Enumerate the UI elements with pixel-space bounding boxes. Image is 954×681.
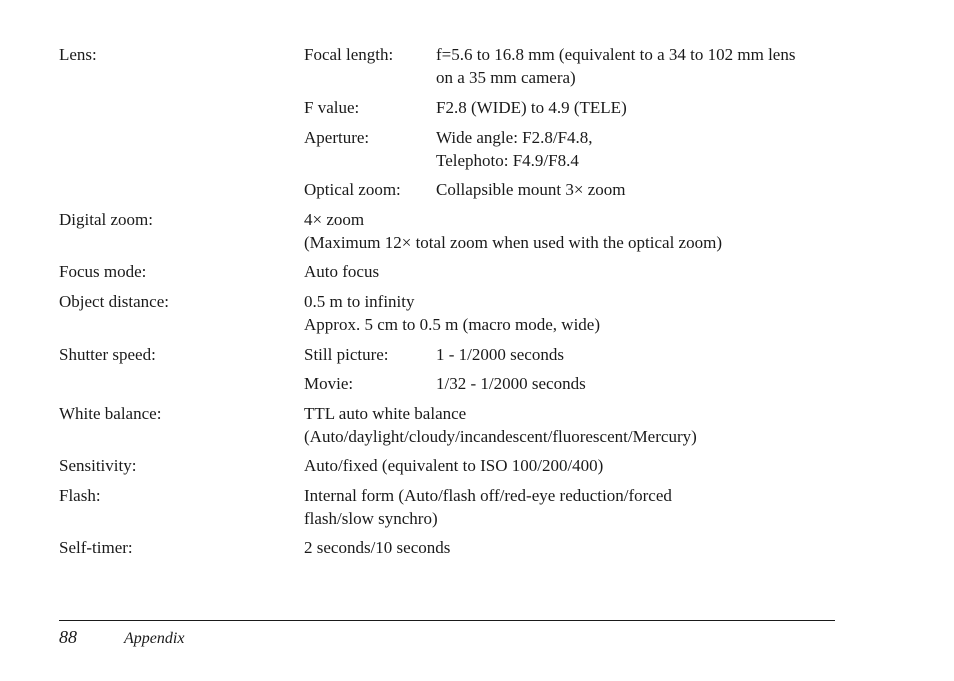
sensitivity-label: Sensitivity: (59, 456, 137, 475)
object-distance-value-line1: 0.5 m to infinity (304, 292, 415, 311)
footer-section-title: Appendix (124, 630, 185, 647)
focal-length-value-line2: on a 35 mm camera) (436, 68, 576, 87)
digital-zoom-value-line1: 4× zoom (304, 210, 365, 229)
focal-length-label: Focal length: (304, 45, 394, 64)
flash-value-line1: Internal form (Auto/flash off/red-eye reduction/forced (304, 486, 672, 505)
shutter-speed-label: Shutter speed: (59, 345, 156, 364)
self-timer-label: Self-timer: (59, 538, 133, 557)
optical-zoom-label: Optical zoom: (304, 180, 401, 199)
aperture-value-line1: Wide angle: F2.8/F4.8, (436, 128, 593, 147)
optical-zoom-value: Collapsible mount 3× zoom (436, 180, 626, 199)
f-value-value: F2.8 (WIDE) to 4.9 (TELE) (436, 98, 627, 117)
object-distance-value-line2: Approx. 5 cm to 0.5 m (macro mode, wide) (304, 315, 601, 334)
lens-label: Lens: (59, 45, 97, 64)
sensitivity-value: Auto/fixed (equivalent to ISO 100/200/400) (304, 456, 604, 475)
page-number: 88 (59, 627, 77, 647)
aperture-value-line2: Telephoto: F4.9/F8.4 (436, 151, 579, 170)
focal-length-value-line1: f=5.6 to 16.8 mm (equivalent to a 34 to 102 mm lens (436, 45, 796, 64)
flash-label: Flash: (59, 486, 101, 505)
movie-value: 1/32 - 1/2000 seconds (436, 374, 586, 393)
flash-value-line2: flash/slow synchro) (304, 509, 438, 528)
aperture-label: Aperture: (304, 128, 370, 147)
footer-divider (59, 620, 835, 621)
white-balance-value-line2: (Auto/daylight/cloudy/incandescent/fluorescent/Mercury) (304, 427, 697, 446)
movie-label: Movie: (304, 374, 354, 393)
focus-mode-value: Auto focus (304, 262, 380, 281)
still-picture-value: 1 - 1/2000 seconds (436, 345, 564, 364)
self-timer-value: 2 seconds/10 seconds (304, 538, 451, 557)
digital-zoom-value-line2: (Maximum 12× total zoom when used with the optical zoom) (304, 233, 722, 252)
white-balance-label: White balance: (59, 404, 162, 423)
object-distance-label: Object distance: (59, 292, 169, 311)
f-value-label: F value: (304, 98, 360, 117)
white-balance-value-line1: TTL auto white balance (304, 404, 467, 423)
focus-mode-label: Focus mode: (59, 262, 147, 281)
digital-zoom-label: Digital zoom: (59, 210, 153, 229)
still-picture-label: Still picture: (304, 345, 389, 364)
